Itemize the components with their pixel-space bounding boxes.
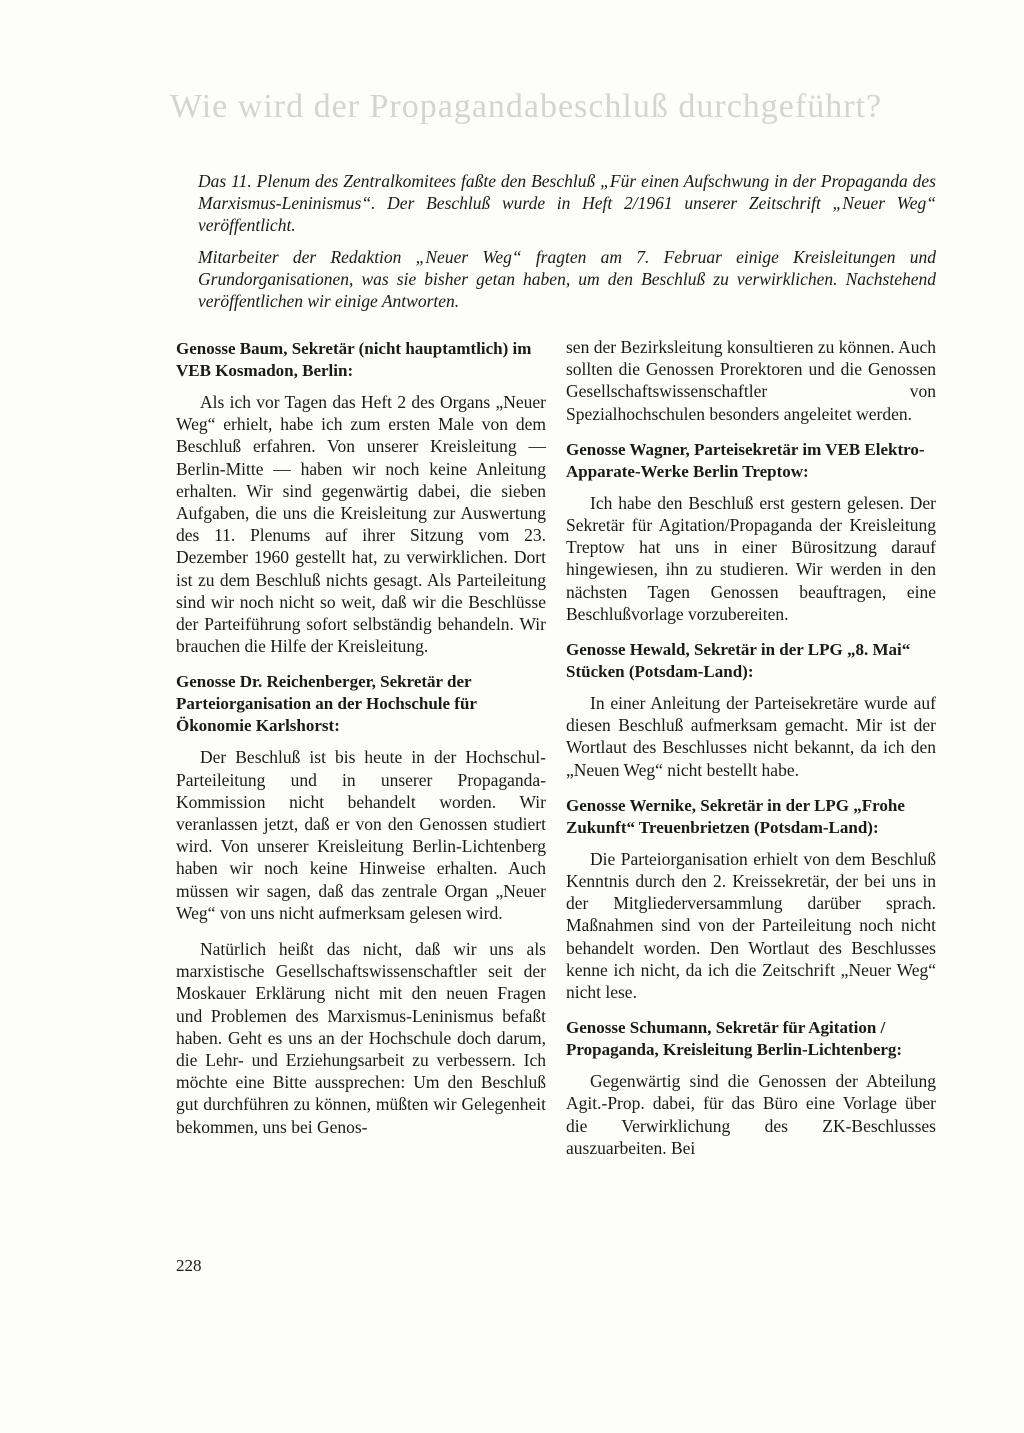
paragraph-reichenberger-continued: sen der Bezirksleitung konsultieren zu können. Auch sollten die Genossen Prorektoren und die Genossen Gesellschaftswissenschaftler von Spezialhochschulen besonders angeleitet werden. [566,337,936,424]
paragraph-reichenberger-2: Natürlich heißt das nicht, daß wir uns als marxistische Gesellschaftswissenschaftler seit der Moskauer Erklärung nicht mit den neuen Fragen und Problemen des Marxismus-Leninismus befaßt haben. Geht es uns an der Hochschule doch darum, die Lehr- und Erziehungsarbeit zu verbessern. Ich möchte eine Bitte aussprechen: Um den Beschluß gut durchführen zu können, müßten wir Gelegenheit bekommen, uns bei Genos- [176,939,546,1137]
paragraph-wernike: Die Parteiorganisation erhielt von dem Beschluß Kenntnis durch den 2. Kreissekretär, der bei uns in der Mitgliederversammlung darüber sprach. Maßnahmen sind von der Parteileitung noch nicht behandelt worden. Den Wortlaut des Beschlusses kenne ich nicht, da ich die Zeitschrift „Neuer Weg“ nicht lese. [566,848,936,1003]
left-column [176,338,546,1152]
section-heading-hewald: Genosse Hewald, Sekretär in der LPG „8. Mai“ Stücken (Potsdam-Land): [566,640,911,682]
headline: Wie wird der Propagandabeschluß durchgeführt? [170,88,883,125]
paragraph-wagner: Ich habe den Beschluß erst gestern gelesen. Der Sekretär für Agitation/Propaganda der Kreisleitung Treptow hat uns in einer Bürositzung darauf hingewiesen, ihn zu studieren. Wir werden in den nächsten Tagen Genossen beauftragen, eine Beschlußvorlage vorzubereiten. [566,492,936,624]
intro-block [198,170,936,322]
paragraph-hewald: In einer Anleitung der Parteisekretäre wurde auf diesen Beschluß aufmerksam gemacht. Mir ist der Wortlaut des Beschlusses nicht bekannt, da ich den „Neuen Weg“ nicht bestellt habe. [566,693,936,780]
section-heading-reichenberger: Genosse Dr. Reichenberger, Sekretär der Parteiorganisation an der Hochschule für Ökonomie Karlshorst: [176,672,477,736]
paragraph-schumann: Gegenwärtig sind die Genossen der Abteilung Agit.-Prop. dabei, für das Büro eine Vorlage über die Verwirklichung des ZK-Beschlusses auszuarbeiten. Bei [566,1071,936,1158]
section-heading-wernike: Genosse Wernike, Sekretär in der LPG „Frohe Zukunft“ Treuenbrietzen (Potsdam-Land): [566,795,905,837]
section-heading-wagner: Genosse Wagner, Parteisekretär im VEB Elektro-Apparate-Werke Berlin Treptow: [566,439,925,481]
section-heading-schumann: Genosse Schumann, Sekretär für Agitation / Propaganda, Kreisleitung Berlin-Lichtenberg: [566,1018,903,1060]
right-column [566,336,936,1173]
page-number: 228 [176,1256,202,1275]
section-heading-baum: Genosse Baum, Sekretär (nicht hauptamtlich) im VEB Kosmadon, Berlin: [176,339,532,380]
intro-paragraph-1: Das 11. Plenum des Zentralkomitees faßte den Beschluß „Für einen Aufschwung in der Propaganda des Marxismus-Leninismus“. Der Beschluß wurde in Heft 2/1961 unserer Zeitschrift „Neuer Weg“ veröffentlicht. [198,171,936,235]
paragraph-reichenberger-1: Der Beschluß ist bis heute in der Hochschul-Parteileitung und in unserer Propaganda-Kommission nicht behandelt worden. Wir veranlassen jetzt, daß er von den Genossen studiert wird. Von unserer Kreisleitung Berlin-Lichtenberg haben wir noch keine Hinweise erhalten. Auch müssen wir sagen, daß das zentrale Organ „Neuer Weg“ von uns nicht aufmerksam gelesen wird. [176,747,546,923]
paragraph-baum: Als ich vor Tagen das Heft 2 des Organs „Neuer Weg“ erhielt, habe ich zum ersten Male von dem Beschluß erfahren. Von unserer Kreisleitung — Berlin-Mitte — haben wir noch keine Anleitung erhalten. Wir sind gegenwärtig dabei, die sieben Aufgaben, die uns die Kreisleitung zur Auswertung des 11. Plenums auf ihrer Sitzung vom 23. Dezember 1960 gestellt hat, zu verwirklichen. Dort ist zu dem Beschluß nichts gesagt. Als Parteileitung sind wir noch nicht so weit, daß wir die Beschlüsse der Parteiführung sofort selbständig behandeln. Wir brauchen die Hilfe der Kreisleitung. [176,392,546,657]
intro-paragraph-2: Mitarbeiter der Redaktion „Neuer Weg“ fragten am 7. Februar einige Kreisleitungen und Grundorganisationen, was sie bisher getan haben, um den Beschluß zu verwirklichen. Nachstehend veröffentlichen wir einige Antworten. [198,247,936,311]
